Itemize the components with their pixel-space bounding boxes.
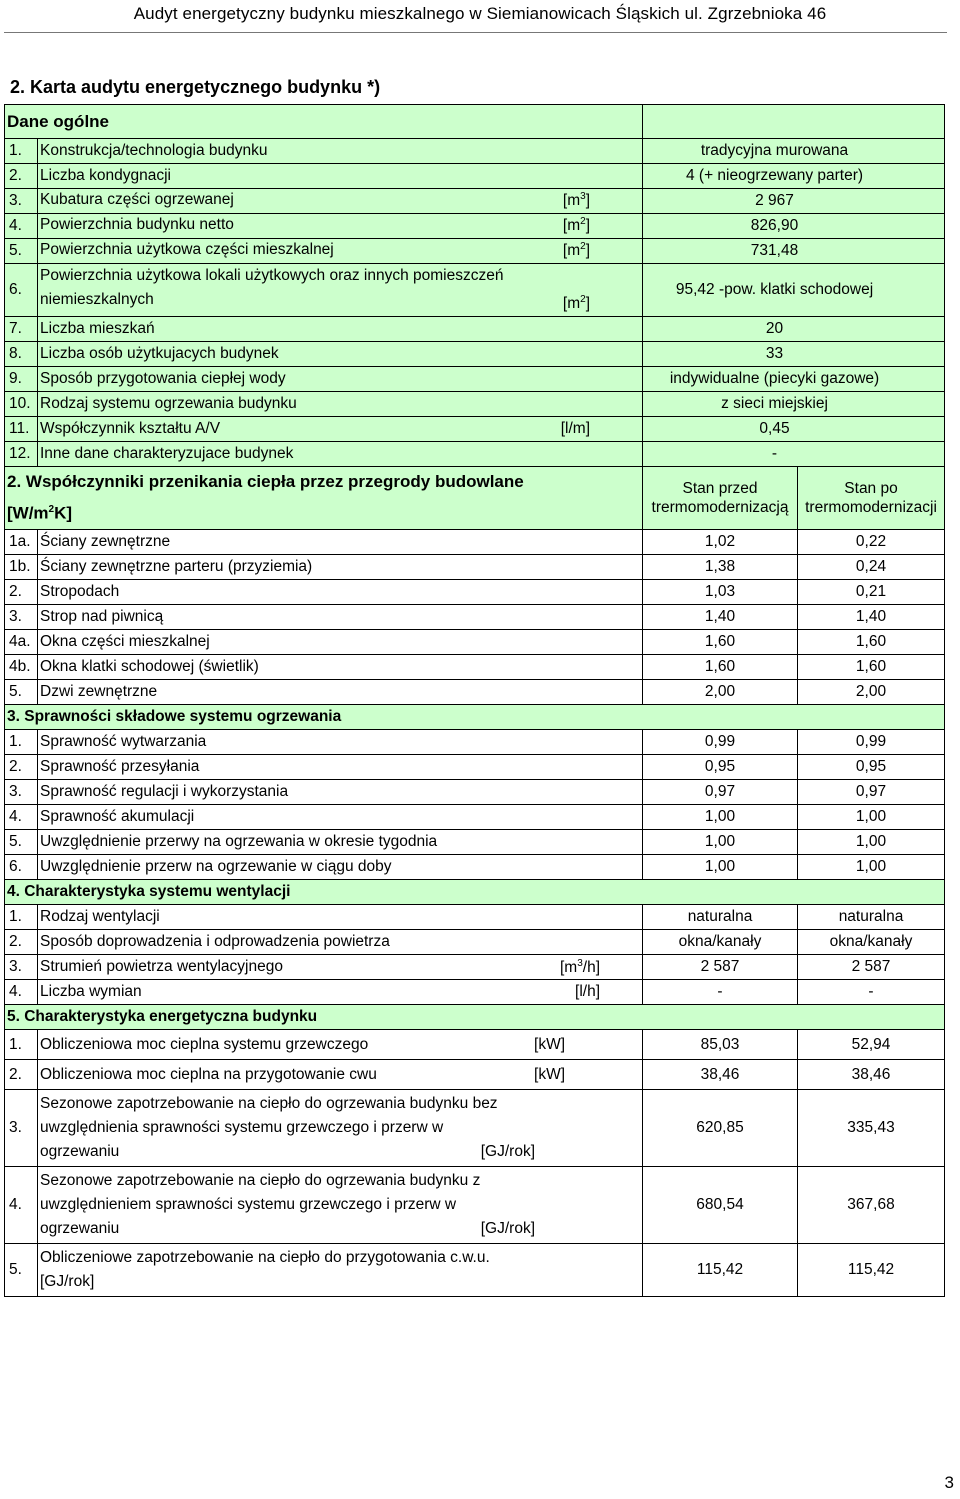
row-label: Strumień powietrza wentylacyjnego $[m^3/h]$	[38, 955, 643, 980]
audit-card-table	[4, 104, 945, 1297]
unit-label: [GJ/rok]	[480, 1143, 536, 1161]
section5-row	[5, 1244, 945, 1297]
section3-row	[5, 805, 945, 830]
value-after: naturalna	[798, 905, 945, 930]
row-number: 6.	[5, 264, 38, 317]
value-after: 335,43	[798, 1090, 945, 1167]
general-row	[5, 239, 945, 264]
row-label	[38, 1244, 643, 1297]
row-label-line: uwzględnieniem sprawności systemu grzewczego i przerw w	[40, 1196, 457, 1214]
general-row	[5, 264, 945, 317]
value-before: 2 587	[643, 955, 798, 980]
row-number: 12.	[5, 442, 38, 467]
col-after-header: Stan po trermomodernizacji	[798, 467, 945, 530]
row-label-line: uwzględnienia sprawności systemu grzewczego i przerw w	[40, 1119, 444, 1137]
section4-heading-title: 4. Charakterystyka systemu wentylacji	[5, 880, 945, 905]
page-title: 2. Karta audytu energetycznego budynku *)	[10, 77, 381, 97]
row-value: 0,45	[643, 417, 945, 442]
general-row	[5, 417, 945, 442]
row-label: Stropodach	[38, 580, 643, 605]
section3-row	[5, 830, 945, 855]
row-label: Okna klatki schodowej (świetlik)	[38, 655, 643, 680]
row-label-line: ogrzewaniu [GJ/rok]	[40, 1217, 640, 1241]
section3-row	[5, 780, 945, 805]
value-after: 1,00	[798, 805, 945, 830]
value-after: 0,95	[798, 755, 945, 780]
row-number: 11.	[5, 417, 38, 442]
row-label: Kubatura części ogrzewanej $[m^3]$	[38, 189, 643, 214]
value-before: 0,95	[643, 755, 798, 780]
section2-heading-unit: $[W/m^2K]$	[7, 503, 73, 523]
general-row	[5, 164, 945, 189]
row-value: indywidualne (piecyki gazowe)	[643, 367, 945, 392]
value-before: 620,85	[643, 1090, 798, 1167]
unit-label: [kW]	[534, 1035, 566, 1053]
value-before: 1,00	[643, 830, 798, 855]
section5-row	[5, 1060, 945, 1090]
row-label: Obliczeniowa moc cieplna systemu grzewczego [kW]	[38, 1030, 643, 1060]
value-after: 2,00	[798, 680, 945, 705]
row-value: 33	[643, 342, 945, 367]
value-before: 1,03	[643, 580, 798, 605]
value-after: 1,40	[798, 605, 945, 630]
value-after: 52,94	[798, 1030, 945, 1060]
value-after: 0,22	[798, 530, 945, 555]
row-number: 4b.	[5, 655, 38, 680]
general-row	[5, 139, 945, 164]
row-number: 10.	[5, 392, 38, 417]
row-value: 731,48	[643, 239, 945, 264]
value-after: 115,42	[798, 1244, 945, 1297]
row-label: Ściany zewnętrzne parteru (przyziemia)	[38, 555, 643, 580]
row-number: 1b.	[5, 555, 38, 580]
value-after: 1,60	[798, 630, 945, 655]
section2-heading-line: 2. Współczynniki przenikania ciepła przez przegrody budowlane	[7, 472, 524, 492]
unit-label: [l/m]	[560, 420, 591, 438]
general-row	[5, 214, 945, 239]
section2-row	[5, 630, 945, 655]
row-label: Uwzględnienie przerwy na ogrzewania w okresie tygodnia	[38, 830, 643, 855]
row-label: Ściany zewnętrzne	[38, 530, 643, 555]
row-number: 5.	[5, 239, 38, 264]
value-after: 2 587	[798, 955, 945, 980]
row-label: Liczba osób użytkujacych budynek	[38, 342, 643, 367]
row-number: 2.	[5, 755, 38, 780]
section2-row	[5, 655, 945, 680]
row-label: Rodzaj systemu ogrzewania budynku	[38, 392, 643, 417]
section2-heading-row	[5, 467, 945, 530]
value-before: 1,40	[643, 605, 798, 630]
row-number: 3.	[5, 1090, 38, 1167]
section4-row	[5, 930, 945, 955]
row-label: Sprawność regulacji i wykorzystania	[38, 780, 643, 805]
row-number: 4.	[5, 214, 38, 239]
row-label: Powierzchnia budynku netto $[m^2]$	[38, 214, 643, 239]
row-number: 4.	[5, 1167, 38, 1244]
value-before: 85,03	[643, 1030, 798, 1060]
row-label: Współczynnik kształtu A/V [l/m]	[38, 417, 643, 442]
value-after: -	[798, 980, 945, 1005]
row-label-line: ogrzewaniu [GJ/rok]	[40, 1140, 640, 1164]
page-number: 3	[944, 1473, 954, 1492]
row-label: Sposób przygotowania ciepłej wody	[38, 367, 643, 392]
row-label: Liczba wymian [l/h]	[38, 980, 643, 1005]
row-label: Konstrukcja/technologia budynku	[38, 139, 643, 164]
row-number: 3.	[5, 955, 38, 980]
col-before-header: Stan przed trermomodernizacją	[643, 467, 798, 530]
value-before: 1,38	[643, 555, 798, 580]
value-before: 1,60	[643, 630, 798, 655]
unit-label: $[m^2]$	[562, 294, 591, 313]
row-number: 5.	[5, 680, 38, 705]
row-label: Sposób doprowadzenia i odprowadzenia powietrza	[38, 930, 643, 955]
header-divider	[4, 32, 947, 33]
row-number: 9.	[5, 367, 38, 392]
row-label: Sprawność akumulacji	[38, 805, 643, 830]
row-label: Liczba kondygnacji	[38, 164, 643, 189]
row-label	[38, 1167, 643, 1244]
value-after: 1,60	[798, 655, 945, 680]
section3-row	[5, 755, 945, 780]
section5-row	[5, 1167, 945, 1244]
row-number: 2.	[5, 930, 38, 955]
row-label-line: Powierzchnia użytkowa lokali użytkowych oraz innych pomieszczeń	[40, 267, 504, 284]
section5-heading	[5, 1005, 945, 1030]
row-value: 4 (+ nieogrzewany parter)	[643, 164, 945, 189]
unit-label: $[m^3/h]$	[560, 957, 601, 976]
section2-row	[5, 530, 945, 555]
general-heading-row	[5, 105, 945, 139]
row-number: 1.	[5, 1030, 38, 1060]
section2-row	[5, 555, 945, 580]
row-number: 2.	[5, 164, 38, 189]
value-before: 1,00	[643, 805, 798, 830]
row-number: 3.	[5, 189, 38, 214]
value-before: 115,42	[643, 1244, 798, 1297]
section2-row	[5, 605, 945, 630]
row-label-line: niemieszkalnych $[m^2]$	[40, 288, 640, 312]
row-label	[38, 1090, 643, 1167]
row-value: z sieci miejskiej	[643, 392, 945, 417]
section5-row	[5, 1030, 945, 1060]
value-after: okna/kanały	[798, 930, 945, 955]
section5-heading-title: 5. Charakterystyka energetyczna budynku	[5, 1005, 945, 1030]
row-label: Okna części mieszkalnej	[38, 630, 643, 655]
section4-heading	[5, 880, 945, 905]
section3-row	[5, 855, 945, 880]
unit-label: [GJ/rok]	[480, 1220, 536, 1238]
row-label: Strop nad piwnicą	[38, 605, 643, 630]
value-before: 1,02	[643, 530, 798, 555]
row-label: Obliczeniowa moc cieplna na przygotowanie cwu [kW]	[38, 1060, 643, 1090]
row-label: Sprawność wytwarzania	[38, 730, 643, 755]
section2-heading	[5, 467, 643, 530]
general-heading-spacer	[643, 105, 945, 139]
general-row	[5, 342, 945, 367]
row-number: 8.	[5, 342, 38, 367]
general-row	[5, 317, 945, 342]
value-before: 2,00	[643, 680, 798, 705]
value-after: 1,00	[798, 855, 945, 880]
row-number: 2.	[5, 580, 38, 605]
row-value: 95,42 -pow. klatki schodowej	[643, 264, 945, 317]
row-label	[38, 264, 643, 317]
value-after: 0,21	[798, 580, 945, 605]
row-value: 2 967	[643, 189, 945, 214]
row-label: Powierzchnia użytkowa części mieszkalnej $[m^2]$	[38, 239, 643, 264]
row-number: 4.	[5, 980, 38, 1005]
general-row	[5, 442, 945, 467]
row-number: 7.	[5, 317, 38, 342]
unit-label: $[m^2]$	[562, 216, 591, 235]
row-number: 5.	[5, 830, 38, 855]
value-after: 38,46	[798, 1060, 945, 1090]
row-label-line: Obliczeniowe zapotrzebowanie na ciepło do przygotowania c.w.u.	[40, 1249, 490, 1267]
section3-heading	[5, 705, 945, 730]
value-before: 680,54	[643, 1167, 798, 1244]
value-after: 1,00	[798, 830, 945, 855]
value-before: okna/kanały	[643, 930, 798, 955]
document-header: Audyt energetyczny budynku mieszkalnego w Siemianowicach Śląskich ul. Zgrzebnioka 46	[133, 4, 827, 23]
section3-row	[5, 730, 945, 755]
value-after: 0,99	[798, 730, 945, 755]
row-number: 3.	[5, 780, 38, 805]
value-before: naturalna	[643, 905, 798, 930]
section4-row	[5, 980, 945, 1005]
value-after: 0,97	[798, 780, 945, 805]
row-label-line: Sezonowe zapotrzebowanie na ciepło do ogrzewania budynku bez	[40, 1095, 498, 1113]
section3-heading-title: 3. Sprawności składowe systemu ogrzewania	[5, 705, 945, 730]
general-heading: Dane ogólne	[5, 105, 643, 139]
row-number: 1a.	[5, 530, 38, 555]
general-row	[5, 392, 945, 417]
value-before: 1,00	[643, 855, 798, 880]
row-number: 1.	[5, 139, 38, 164]
value-before: 0,99	[643, 730, 798, 755]
row-label-line: Sezonowe zapotrzebowanie na ciepło do ogrzewania budynku z	[40, 1172, 481, 1190]
value-after: 0,24	[798, 555, 945, 580]
general-row	[5, 367, 945, 392]
row-label: Liczba mieszkań	[38, 317, 643, 342]
row-number: 4.	[5, 805, 38, 830]
unit-label: [l/h]	[575, 983, 601, 1001]
unit-label: $[m^3]$	[562, 191, 591, 210]
section4-row	[5, 905, 945, 930]
row-number: 3.	[5, 605, 38, 630]
section2-row	[5, 580, 945, 605]
row-value: tradycyjna murowana	[643, 139, 945, 164]
unit-label: $[m^2]$	[562, 241, 591, 260]
row-value: 826,90	[643, 214, 945, 239]
section5-row	[5, 1090, 945, 1167]
value-before: 38,46	[643, 1060, 798, 1090]
value-before: 1,60	[643, 655, 798, 680]
section2-row	[5, 680, 945, 705]
row-number: 4a.	[5, 630, 38, 655]
value-before: 0,97	[643, 780, 798, 805]
row-label: Sprawność przesyłania	[38, 755, 643, 780]
row-label: Inne dane charakteryzujace budynek	[38, 442, 643, 467]
row-number: 1.	[5, 730, 38, 755]
row-label-line: [GJ/rok]	[40, 1273, 95, 1291]
row-label: Rodzaj wentylacji	[38, 905, 643, 930]
general-row	[5, 189, 945, 214]
row-label: Dzwi zewnętrzne	[38, 680, 643, 705]
value-before: -	[643, 980, 798, 1005]
value-after: 367,68	[798, 1167, 945, 1244]
row-value: 20	[643, 317, 945, 342]
section4-row	[5, 955, 945, 980]
row-value: -	[643, 442, 945, 467]
row-number: 6.	[5, 855, 38, 880]
row-number: 1.	[5, 905, 38, 930]
row-label: Uwzględnienie przerw na ogrzewanie w ciągu doby	[38, 855, 643, 880]
row-number: 2.	[5, 1060, 38, 1090]
unit-label: [kW]	[534, 1065, 566, 1083]
row-number: 5.	[5, 1244, 38, 1297]
